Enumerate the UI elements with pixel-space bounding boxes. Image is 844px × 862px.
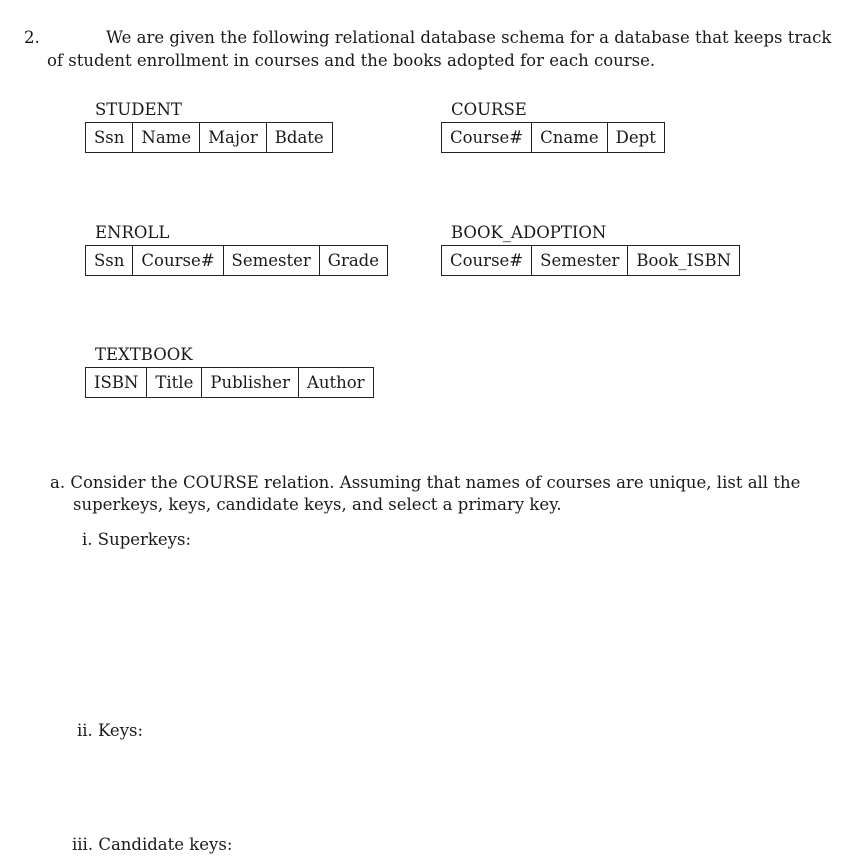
attribute-cell: Ssn xyxy=(86,246,133,276)
attribute-cell: Semester xyxy=(223,246,319,276)
attribute-cell: Publisher xyxy=(202,368,299,398)
part-a-prompt-line-2: superkeys, keys, candidate keys, and select a primary key. xyxy=(73,495,562,514)
attribute-cell: ISBN xyxy=(86,368,147,398)
relation-table-book-adoption xyxy=(441,245,740,276)
part-a-prompt-line-1: a. Consider the COURSE relation. Assuming that names of courses are unique, list all the xyxy=(50,473,801,492)
attribute-cell: Name xyxy=(133,123,200,153)
relation-table-textbook xyxy=(85,367,374,398)
attribute-cell: Semester xyxy=(532,246,628,276)
attribute-cell: Grade xyxy=(319,246,387,276)
sub-item-keys: ii. Keys: xyxy=(77,721,144,740)
relation-table-enroll xyxy=(85,245,388,276)
sub-item-candidate-keys: iii. Candidate keys: xyxy=(72,835,233,854)
attribute-cell: Author xyxy=(298,368,373,398)
relation-name-course: COURSE xyxy=(451,100,527,119)
relation-name-student: STUDENT xyxy=(95,100,182,119)
attribute-cell: Course# xyxy=(133,246,223,276)
relation-name-textbook: TEXTBOOK xyxy=(95,345,193,364)
attribute-cell: Bdate xyxy=(266,123,332,153)
attribute-cell: Ssn xyxy=(86,123,133,153)
attribute-cell: Dept xyxy=(607,123,664,153)
question-intro-line-2: of student enrollment in courses and the books adopted for each course. xyxy=(47,51,656,70)
relation-name-book-adoption: BOOK_ADOPTION xyxy=(451,223,607,242)
attribute-cell: Course# xyxy=(442,246,532,276)
sub-item-superkeys: i. Superkeys: xyxy=(82,530,192,549)
relation-name-enroll: ENROLL xyxy=(95,223,170,242)
attribute-cell: Title xyxy=(147,368,202,398)
attribute-cell: Book_ISBN xyxy=(628,246,740,276)
question-number: 2. xyxy=(24,28,40,47)
attribute-cell: Course# xyxy=(442,123,532,153)
relation-table-course xyxy=(441,122,665,153)
attribute-cell: Cname xyxy=(532,123,608,153)
question-intro-line-1: We are given the following relational database schema for a database that keeps track xyxy=(106,28,832,47)
attribute-cell: Major xyxy=(200,123,267,153)
relation-table-student xyxy=(85,122,333,153)
